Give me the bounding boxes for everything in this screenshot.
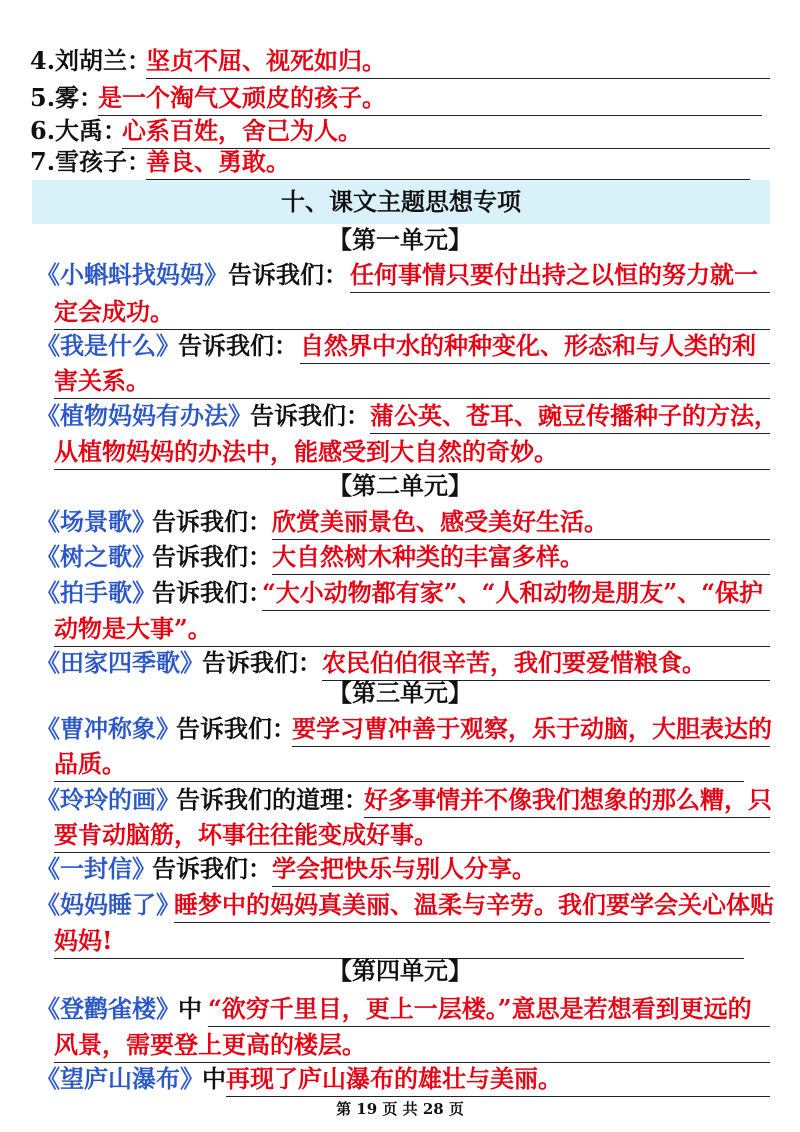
answer-text: 动物是大事”。 bbox=[54, 614, 212, 643]
lesson-title: 《一封信》 bbox=[36, 854, 156, 883]
lesson-title: 《妈妈睡了》 bbox=[36, 890, 180, 919]
answer-text: “欲穷千里目，更上一层楼。”意思是若想看到更远的 bbox=[208, 994, 752, 1023]
answer-text: 蒲公英、苍耳、豌豆传播种子的方法， bbox=[370, 401, 778, 430]
lesson-title: 《拍手歌》 bbox=[36, 578, 156, 607]
connector: 告诉我们： bbox=[152, 854, 272, 883]
item-answer: 善良、勇敢。 bbox=[146, 147, 290, 176]
intro-item bbox=[0, 42, 800, 79]
answer-text: 再现了庐山瀑布的雄壮与美丽。 bbox=[226, 1064, 562, 1093]
entry-line bbox=[0, 327, 800, 364]
entry-line bbox=[0, 293, 800, 330]
intro-item bbox=[0, 143, 800, 180]
item-label: 4.刘胡兰： bbox=[30, 46, 152, 75]
connector: 告诉我们： bbox=[152, 542, 272, 571]
entry-line bbox=[0, 990, 800, 1027]
item-answer: 坚贞不屈、视死如归。 bbox=[146, 46, 386, 75]
lesson-title: 《场景歌》 bbox=[36, 507, 156, 536]
intro-item bbox=[0, 79, 800, 116]
entry-line bbox=[0, 745, 800, 782]
lesson-title: 《我是什么》 bbox=[36, 331, 180, 360]
answer-text: 农民伯伯很辛苦，我们要爱惜粮食。 bbox=[322, 648, 706, 677]
connector: 告诉我们： bbox=[202, 648, 322, 677]
connector: 中 bbox=[178, 994, 202, 1023]
entry-line bbox=[0, 397, 800, 434]
answer-text: 害关系。 bbox=[54, 366, 150, 395]
item-label: 6.大禹： bbox=[30, 116, 128, 145]
answer-text: 要学习曹冲善于观察，乐于动脑，大胆表达的 bbox=[292, 714, 772, 743]
entry-line bbox=[0, 362, 800, 399]
entry-line bbox=[0, 886, 800, 923]
connector: 告诉我们： bbox=[250, 401, 370, 430]
answer-text: 大自然树木种类的丰富多样。 bbox=[272, 542, 584, 571]
answer-text: 任何事情只要付出持之以恒的努力就一 bbox=[350, 260, 758, 289]
connector: 告诉我们： bbox=[176, 714, 296, 743]
answer-text: 风景，需要登上更高的楼层。 bbox=[54, 1030, 366, 1059]
item-answer: 是一个淘气又顽皮的孩子。 bbox=[98, 83, 386, 112]
answer-text: 妈妈! bbox=[54, 926, 113, 955]
lesson-title: 《树之歌》 bbox=[36, 542, 156, 571]
entry-line bbox=[0, 433, 800, 470]
section-title: 十、课文主题思想专项 bbox=[32, 180, 770, 224]
unit-heading: 【第二单元】 bbox=[328, 471, 472, 500]
answer-text: 学会把快乐与别人分享。 bbox=[272, 854, 536, 883]
lesson-title: 《小蝌蚪找妈妈》 bbox=[36, 260, 228, 289]
connector: 告诉我们： bbox=[152, 578, 272, 607]
entry-line bbox=[0, 816, 800, 853]
page-footer: 第 19 页 共 28 页 bbox=[336, 1100, 464, 1118]
lesson-title: 《望庐山瀑布》 bbox=[36, 1064, 204, 1093]
unit-heading: 【第四单元】 bbox=[328, 956, 472, 985]
entry-line bbox=[0, 781, 800, 818]
item-label: 7.雪孩子： bbox=[30, 147, 152, 176]
entry-line bbox=[0, 710, 800, 747]
answer-text: “大小动物都有家”、“人和动物是朋友”、“保护 bbox=[262, 578, 764, 607]
unit-heading: 【第三单元】 bbox=[328, 678, 472, 707]
connector: 中 bbox=[202, 1064, 226, 1093]
connector: 告诉我们： bbox=[152, 507, 272, 536]
answer-text: 睡梦中的妈妈真美丽、温柔与辛劳。我们要学会关心体贴 bbox=[174, 890, 774, 919]
connector: 告诉我们： bbox=[228, 260, 348, 289]
answer-text: 好多事情并不像我们想象的那么糟，只 bbox=[364, 785, 772, 814]
lesson-title: 《植物妈妈有办法》 bbox=[36, 401, 252, 430]
entry-line bbox=[0, 610, 800, 647]
unit-heading: 【第一单元】 bbox=[328, 225, 472, 254]
item-label: 5.雾： bbox=[30, 83, 104, 112]
lesson-title: 《登鹳雀楼》 bbox=[36, 994, 180, 1023]
entry-line bbox=[0, 256, 800, 293]
lesson-title: 《田家四季歌》 bbox=[36, 648, 204, 677]
answer-text: 欣赏美丽景色、感受美好生活。 bbox=[272, 507, 608, 536]
entry-line bbox=[0, 574, 800, 611]
underline bbox=[226, 1096, 770, 1097]
answer-text: 品质。 bbox=[54, 749, 126, 778]
item-answer: 心系百姓，舍己为人。 bbox=[122, 116, 362, 145]
answer-text: 定会成功。 bbox=[54, 297, 174, 326]
lesson-title: 《曹冲称象》 bbox=[36, 714, 180, 743]
answer-text: 自然界中水的种种变化、形态和与人类的利 bbox=[300, 331, 756, 360]
entry-line bbox=[0, 538, 800, 575]
lesson-title: 《玲玲的画》 bbox=[36, 785, 180, 814]
entry-line bbox=[0, 503, 800, 540]
entry-line bbox=[0, 850, 800, 887]
entry-line bbox=[0, 1026, 800, 1063]
connector: 告诉我们： bbox=[178, 331, 298, 360]
answer-text: 从植物妈妈的办法中，能感受到大自然的奇妙。 bbox=[54, 437, 558, 466]
connector: 告诉我们的道理： bbox=[176, 785, 368, 814]
answer-text: 要肯动脑筋，坏事往往能变成好事。 bbox=[54, 820, 438, 849]
entry-line bbox=[0, 1060, 800, 1097]
